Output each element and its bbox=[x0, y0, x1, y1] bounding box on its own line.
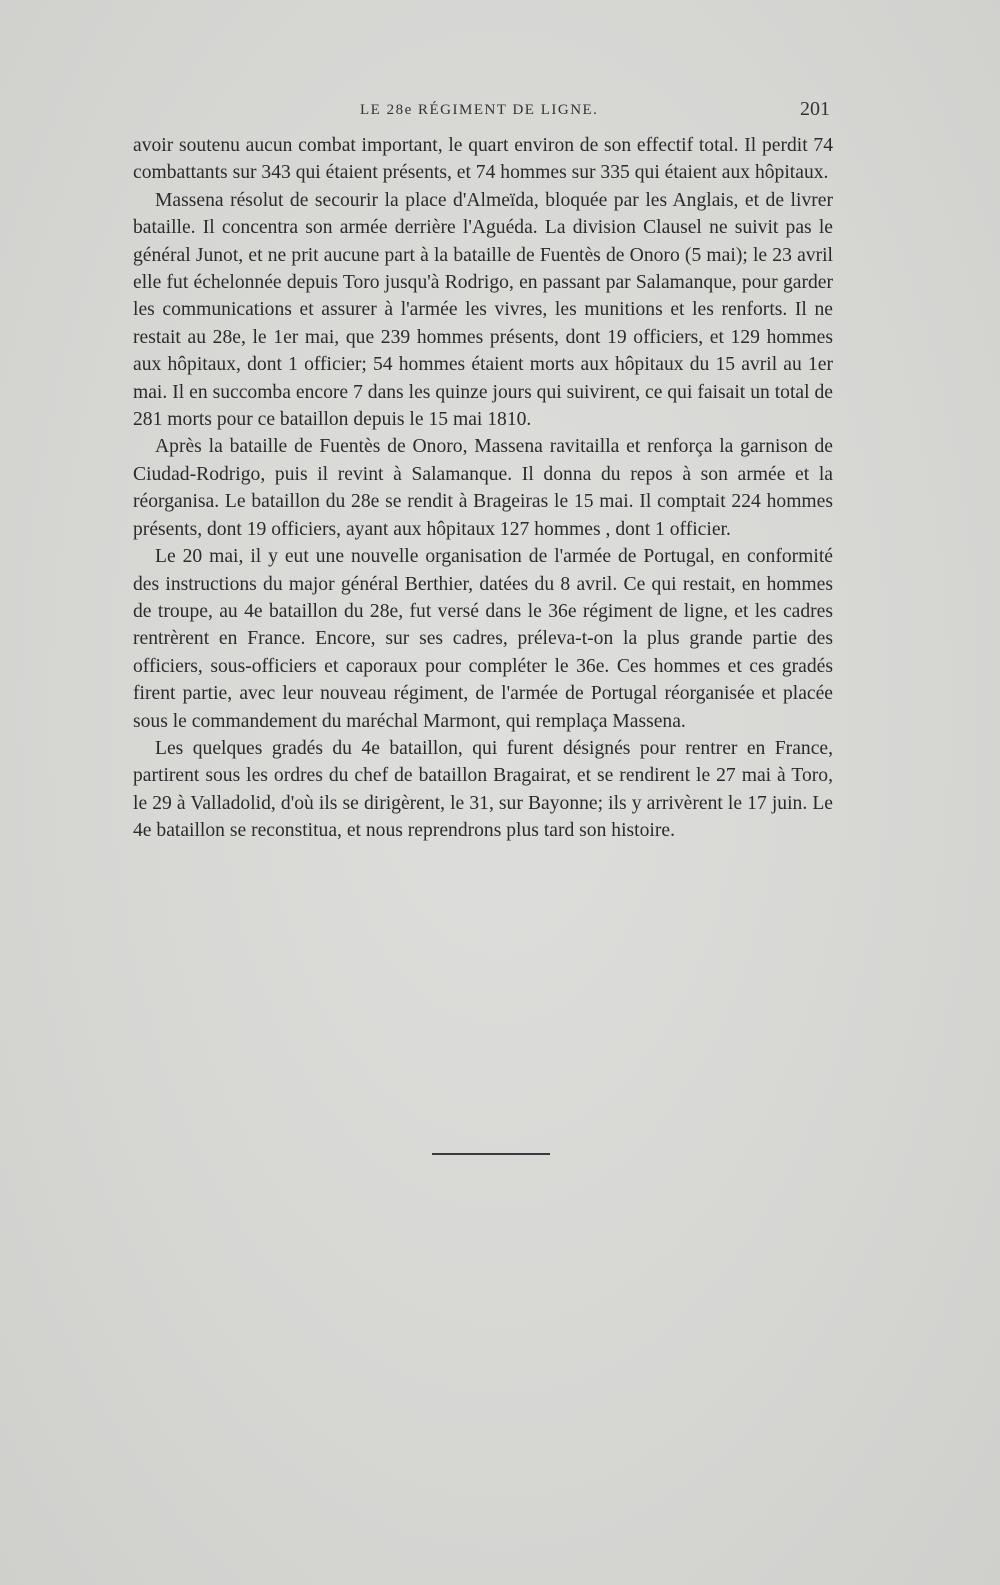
running-title: LE 28e RÉGIMENT DE LIGNE. bbox=[360, 102, 599, 118]
running-head bbox=[130, 98, 830, 126]
paragraph-5: Les quelques gradés du 4e bataillon, qui furent désignés pour rentrer en France, partirent sous les ordres du chef de bataillon Bragairat, et se rendirent le 27 mai à Toro, le 29 à Valladolid, d'où ils se dirigèrent, le 31, sur Bayonne; ils y arrivèrent le 17 juin. Le 4e bataillon se reconstitua, et nous reprendrons plus tard son histoire. bbox=[133, 737, 833, 842]
page-number: 201 bbox=[800, 98, 830, 120]
paragraph-4: Le 20 mai, il y eut une nouvelle organisation de l'armée de Portugal, en conformité des instructions du major général Berthier, datées du 8 avril. Ce qui restait, en hommes de troupe, au 4e bataillon du 28e, fut versé dans le 36e régiment de ligne, et les cadres rentrèrent en France. Encore, sur ses cadres, préleva-t-on la plus grande partie des officiers, sous-officiers et caporaux pour compléter le 36e. Ces hommes et ces gradés firent partie, avec leur nouveau régiment, de l'armée de Portugal réorganisée et placée sous le commandement du maréchal Marmont, qui remplaça Massena. bbox=[133, 546, 833, 732]
paragraph-3: Après la bataille de Fuentès de Onoro, Massena ravitailla et renforça la garnison de Ciudad-Rodrigo, puis il revint à Salamanque. Il donna du repos à son armée et la réorganisa. Le bataillon du 28e se rendit à Brageiras le 15 mai. Il comptait 224 hommes présents, dont 19 officiers, ayant aux hôpitaux 127 hommes , dont 1 officier. bbox=[133, 436, 833, 540]
paragraph-1: avoir soutenu aucun combat important, le quart environ de son effectif total. Il perdit 74 combattants sur 343 qui étaient présents, et 74 hommes sur 335 qui étaient aux hôpitaux. bbox=[133, 135, 833, 184]
paragraph-2: Massena résolut de secourir la place d'Almeïda, bloquée par les Anglais, et de livrer bataille. Il concentra son armée derrière l'Aguéda. La division Clausel ne suivit pas le général Junot, et ne prit aucune part à la bataille de Fuentès de Onoro (5 mai); le 23 avril elle fut échelonnée depuis Toro jusqu'à Rodrigo, en passant par Salamanque, pour garder les communications et assurer à l'armée les vivres, les munitions et les renforts. Il ne restait au 28e, le 1er mai, que 239 hommes présents, dont 19 officiers, et 129 hommes aux hôpitaux, dont 1 officier; 54 hommes étaient morts aux hôpitaux du 15 avril au 1er mai. Il en succomba encore 7 dans les quinze jours qui suivirent, ce qui faisait un total de 281 morts pour ce bataillon depuis le 15 mai 1810. bbox=[133, 189, 833, 431]
section-end-rule bbox=[432, 1153, 550, 1155]
body-text bbox=[133, 132, 833, 845]
